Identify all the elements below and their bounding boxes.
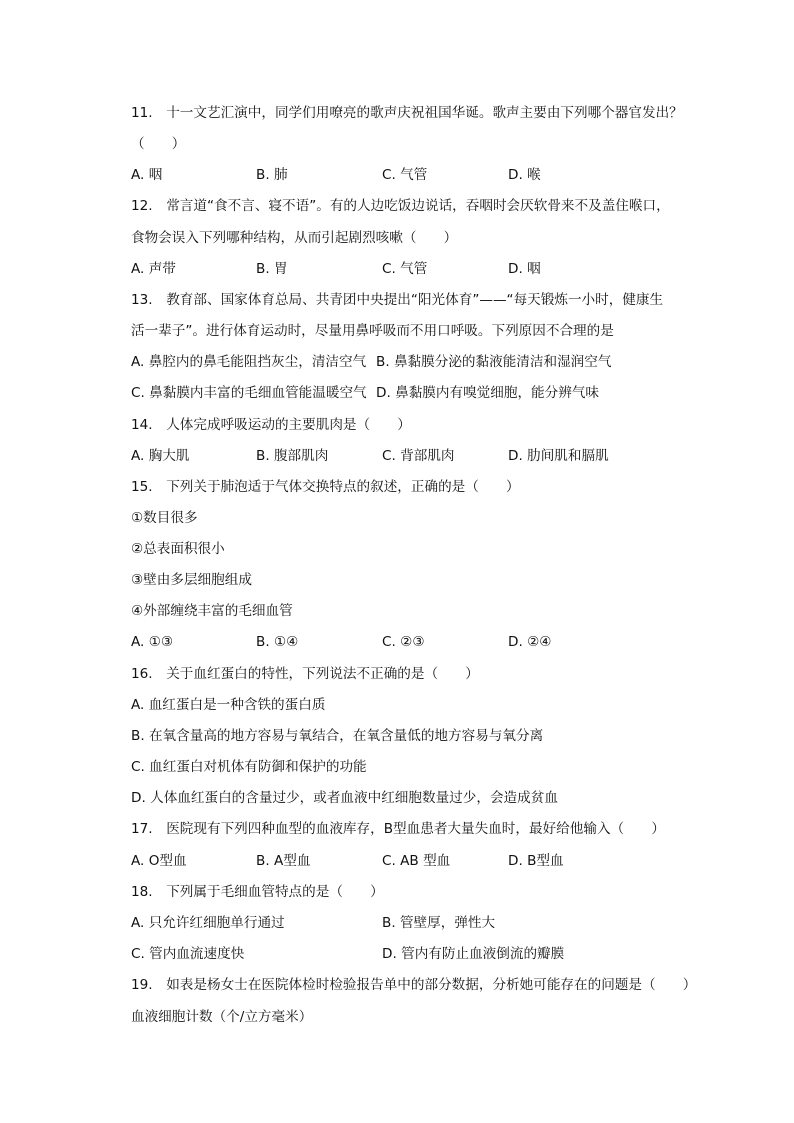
- question-12-option-b: B. 胃: [256, 261, 288, 277]
- question-14-option-b: B. 腹部肌肉: [256, 448, 329, 464]
- question-12-option-a: A. 声带: [131, 261, 176, 277]
- question-16-option-c: C. 血红蛋白对机体有防御和保护的功能: [131, 759, 367, 775]
- question-18-option-b: B. 管壁厚，弹性大: [382, 915, 496, 931]
- question-17-stem: 17. 医院现有下列四种血型的血液库存，B型血患者大量失血时，最好给他输入（ ）: [131, 821, 665, 837]
- question-18-option-d: D. 管内有防止血液倒流的瓣膜: [382, 946, 565, 962]
- question-12-option-d: D. 咽: [508, 261, 541, 277]
- question-17-option-d: D. B型血: [508, 853, 564, 869]
- question-17-option-c: C. AB 型血: [382, 853, 451, 869]
- question-19-stem: 19. 如表是杨女士在医院体检时检验报告单中的部分数据，分析她可能存在的问题是（ ）: [131, 977, 697, 993]
- question-17-option-a: A. O型血: [131, 853, 187, 869]
- question-16-option-d: D. 人体血红蛋白的含量过少，或者血液中红细胞数量过少，会造成贫血: [131, 790, 558, 806]
- question-16-stem: 16. 关于血红蛋白的特性，下列说法不正确的是（ ）: [131, 666, 479, 682]
- question-15-item-3: ③壁由多层细胞组成: [131, 572, 252, 588]
- question-14-option-c: C. 背部肌肉: [382, 448, 455, 464]
- question-13-stem: 13. 教育部、国家体育总局、共青团中央提出“阳光体育”——“每天锻炼一小时，健康生: [131, 292, 664, 308]
- question-12-stem: 12. 常言道“食不言、寝不语”。有的人边吃饭边说话，吞咽时会厌软骨来不及盖住喉口，: [131, 198, 670, 214]
- question-11-option-d: D. 喉: [508, 167, 541, 183]
- question-12-option-c: C. 气管: [382, 261, 428, 277]
- question-14-option-d: D. 肋间肌和膈肌: [508, 448, 609, 464]
- question-13-option-b: B. 鼻黏膜分泌的黏液能清洁和湿润空气: [376, 354, 612, 370]
- question-11-option-c: C. 气管: [382, 167, 428, 183]
- question-13-option-a: A. 鼻腔内的鼻毛能阻挡灰尘，清洁空气: [131, 354, 367, 370]
- question-18-stem: 18. 下列属于毛细血管特点的是（ ）: [131, 884, 384, 900]
- question-15-item-1: ①数目很多: [131, 510, 198, 526]
- question-15-option-d: D. ②④: [508, 634, 552, 650]
- question-17-option-b: B. A型血: [256, 853, 311, 869]
- question-15-option-b: B. ①④: [256, 634, 299, 650]
- question-15-item-2: ②总表面积很小: [131, 541, 225, 557]
- question-15-item-4: ④外部缠绕丰富的毛细血管: [131, 603, 293, 619]
- question-15-option-a: A. ①③: [131, 634, 174, 650]
- question-13-option-d: D. 鼻黏膜内有嗅觉细胞，能分辨气味: [376, 385, 600, 401]
- question-16-option-a: A. 血红蛋白是一种含铁的蛋白质: [131, 697, 326, 713]
- question-11-stem: 11. 十一文艺汇演中，同学们用嘹亮的歌声庆祝祖国华诞。歌声主要由下列哪个器官发出？: [131, 105, 683, 121]
- question-13-option-c: C. 鼻黏膜内丰富的毛细血管能温暖空气: [131, 385, 367, 401]
- question-13-stem-cont: 活一辈子”。进行体育运动时，尽量用鼻呼吸而不用口呼吸。下列原因不合理的是: [131, 323, 614, 339]
- question-18-option-c: C. 管内血流速度快: [131, 946, 245, 962]
- question-14-option-a: A. 胸大肌: [131, 448, 190, 464]
- question-11-option-b: B. 肺: [256, 167, 288, 183]
- question-14-stem: 14. 人体完成呼吸运动的主要肌肉是（ ）: [131, 417, 411, 433]
- question-15-option-c: C. ②③: [382, 634, 425, 650]
- question-11-stem-cont: （ ）: [131, 136, 186, 152]
- question-18-option-a: A. 只允许红细胞单行通过: [131, 915, 285, 931]
- question-15-stem: 15. 下列关于肺泡适于气体交换特点的叙述，正确的是（ ）: [131, 479, 520, 495]
- question-19-table-caption: 血液细胞计数（个/立方毫米）: [131, 1009, 313, 1025]
- question-12-stem-cont: 食物会误入下列哪种结构，从而引起剧烈咳嗽（ ）: [131, 230, 458, 246]
- question-11-option-a: A. 咽: [131, 167, 163, 183]
- question-16-option-b: B. 在氧含量高的地方容易与氧结合，在氧含量低的地方容易与氧分离: [131, 728, 544, 744]
